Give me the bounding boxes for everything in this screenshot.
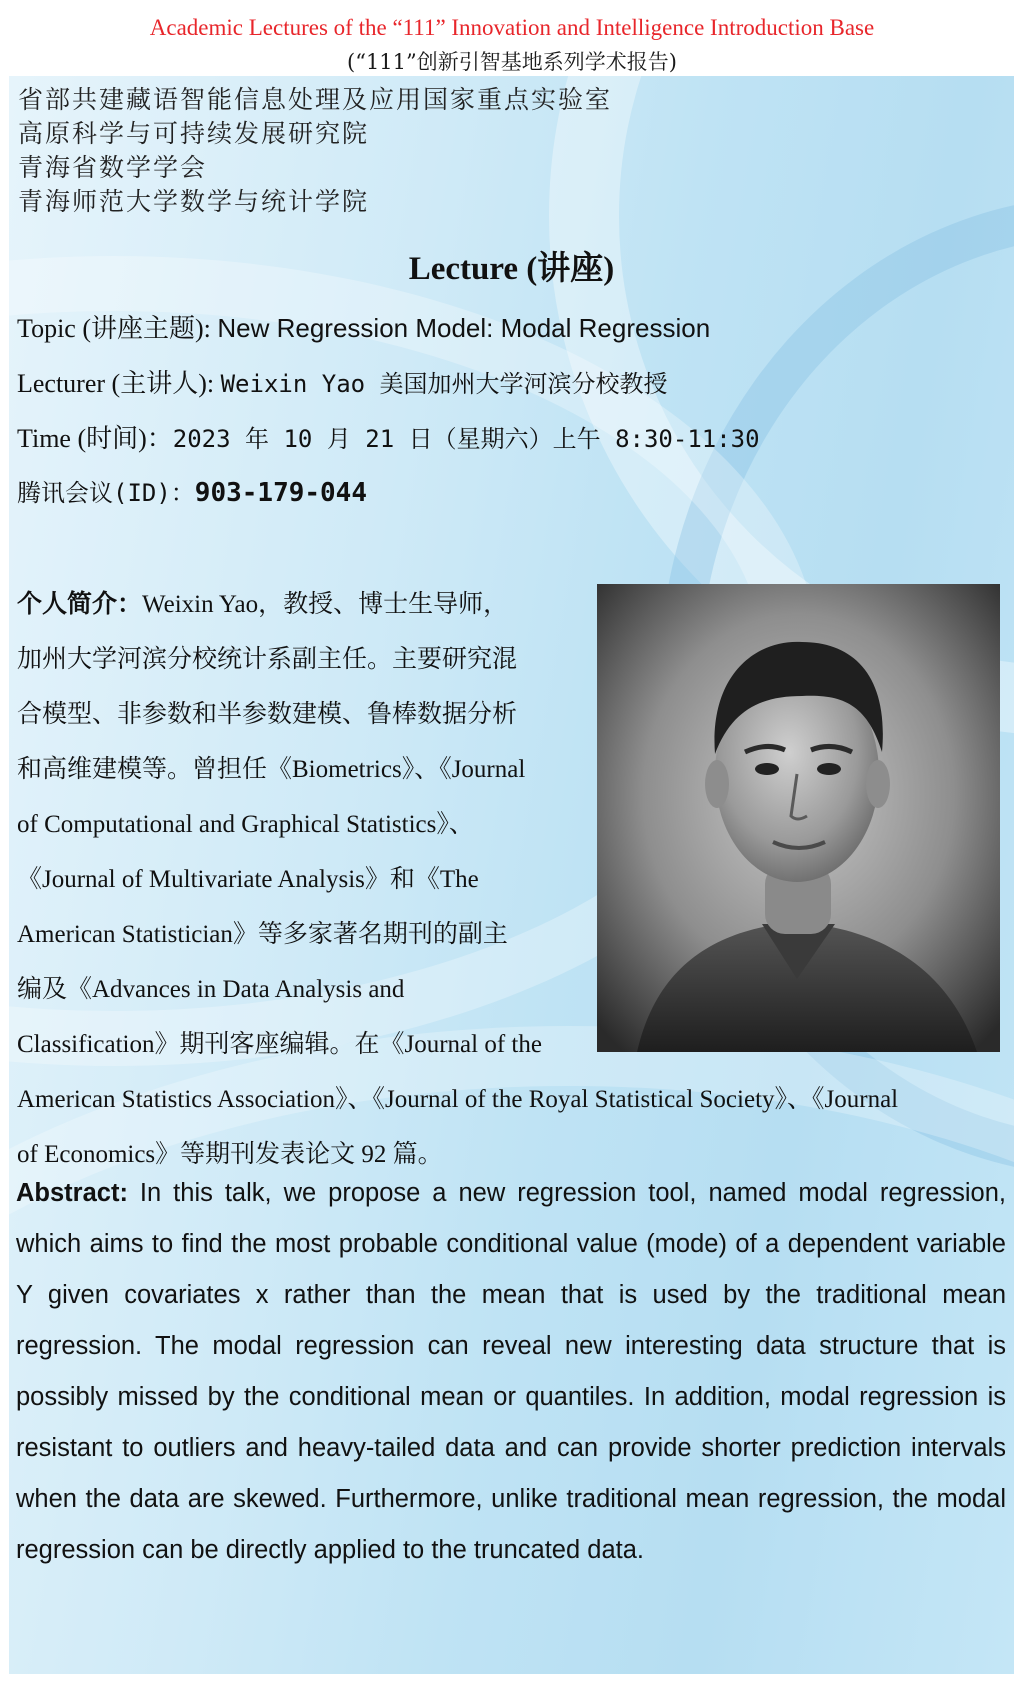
lecturer-line: [17, 363, 668, 400]
bio-line: of Computational and Graphical Statistics》、: [17, 811, 474, 838]
poster: [9, 76, 1014, 1674]
lecturer-photo: [597, 584, 1000, 1052]
time-line: [17, 418, 760, 455]
lecturer-label: Lecturer (主讲人):: [17, 369, 221, 398]
time-value: 2023 年 10 月 21 日（星期六）上午 8:30-11:30: [172, 425, 760, 453]
meeting-label: 腾讯会议(ID)：: [17, 479, 195, 507]
meeting-line: [17, 473, 367, 508]
bio-line: 编及《Advances in Data Analysis and: [17, 976, 405, 1003]
page-header: [0, 0, 1024, 76]
bio-line: Classification》期刊客座编辑。在《Journal of the: [17, 1031, 542, 1058]
organizer-1: 省部共建藏语智能信息处理及应用国家重点实验室: [18, 85, 613, 114]
bio-lead: 个人简介：: [17, 589, 143, 618]
abstract-text: In this talk, we propose a new regression tool, named modal regression, which aims to find the most probable conditional value (mode) of a dependent variable Y given covariates x rather than the mean that is used by the traditional mean regression. The modal regression can reveal new interesting data structure that is possibly missed by the conditional mean or quantiles. In addition, modal regression is resistant to outliers and heavy-tailed data and can provide shorter prediction intervals when the data are skewed. Furthermore, unlike traditional mean regression, the modal regression can be directly applied to the truncated data.: [16, 1179, 1006, 1564]
lecturer-value: Weixin Yao 美国加州大学河滨分校教授: [220, 370, 668, 398]
bio-text: Weixin Yao，教授、博士生导师，: [142, 591, 509, 618]
header-title-en: Academic Lectures of the “111” Innovation and Intelligence Introduction Base: [149, 15, 875, 40]
topic-value: New Regression Model: Modal Regression: [217, 313, 711, 343]
meeting-id: 903-179-044: [194, 478, 367, 508]
topic-label: Topic (讲座主题):: [17, 314, 218, 343]
bio-line: American Statistics Association》、《Journal of the Royal Statistical Society》、《Journal: [17, 1086, 899, 1113]
abstract: [16, 1168, 1006, 1576]
bio-line: American Statistician》等多家著名期刊的副主: [17, 921, 508, 948]
abstract-label: Abstract:: [16, 1179, 128, 1207]
bio-line: 合模型、非参数和半参数建模、鲁棒数据分析: [17, 701, 518, 728]
time-label: Time (时间)：: [17, 424, 173, 453]
header-title-cn: (“111”创新引智基地系列学术报告): [347, 50, 677, 74]
organizer-4: 青海师范大学数学与统计学院: [18, 187, 370, 216]
lecture-heading: Lecture (讲座): [408, 251, 615, 287]
lecturer-portrait-image: [597, 584, 1000, 1052]
bio-line: [17, 584, 508, 620]
organizer-3: 青海省数学学会: [18, 153, 208, 182]
organizer-2: 高原科学与可持续发展研究院: [18, 119, 370, 148]
topic-line: [17, 308, 710, 345]
bio-line: 和高维建模等。曾担任《Biometrics》、《Journal: [17, 756, 526, 783]
bio-line: 《Journal of Multivariate Analysis》和《The: [17, 866, 479, 893]
bio-line: 加州大学河滨分校统计系副主任。主要研究混: [17, 646, 518, 673]
bio-line: of Economics》等期刊发表论文 92 篇。: [17, 1141, 443, 1168]
